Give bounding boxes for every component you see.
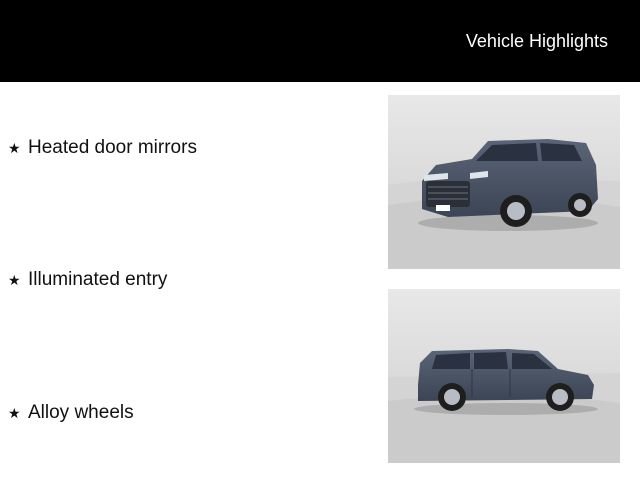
suv-front-three-quarter-icon — [388, 95, 620, 269]
vehicle-photo-front[interactable] — [388, 95, 620, 269]
star-icon: ★ — [8, 405, 21, 421]
feature-label: Heated door mirrors — [28, 137, 197, 158]
feature-item-alloy-wheels — [8, 401, 134, 425]
header-bar — [0, 0, 640, 82]
vehicle-photo-side[interactable] — [388, 289, 620, 463]
page-title: Vehicle Highlights — [465, 31, 608, 51]
feature-label: Alloy wheels — [28, 402, 134, 423]
feature-item-heated-door-mirrors — [8, 136, 197, 160]
star-icon: ★ — [8, 140, 21, 156]
feature-item-illuminated-entry — [8, 268, 167, 292]
feature-label: Illuminated entry — [28, 269, 168, 290]
star-icon: ★ — [8, 272, 21, 288]
suv-side-profile-icon — [388, 289, 620, 463]
